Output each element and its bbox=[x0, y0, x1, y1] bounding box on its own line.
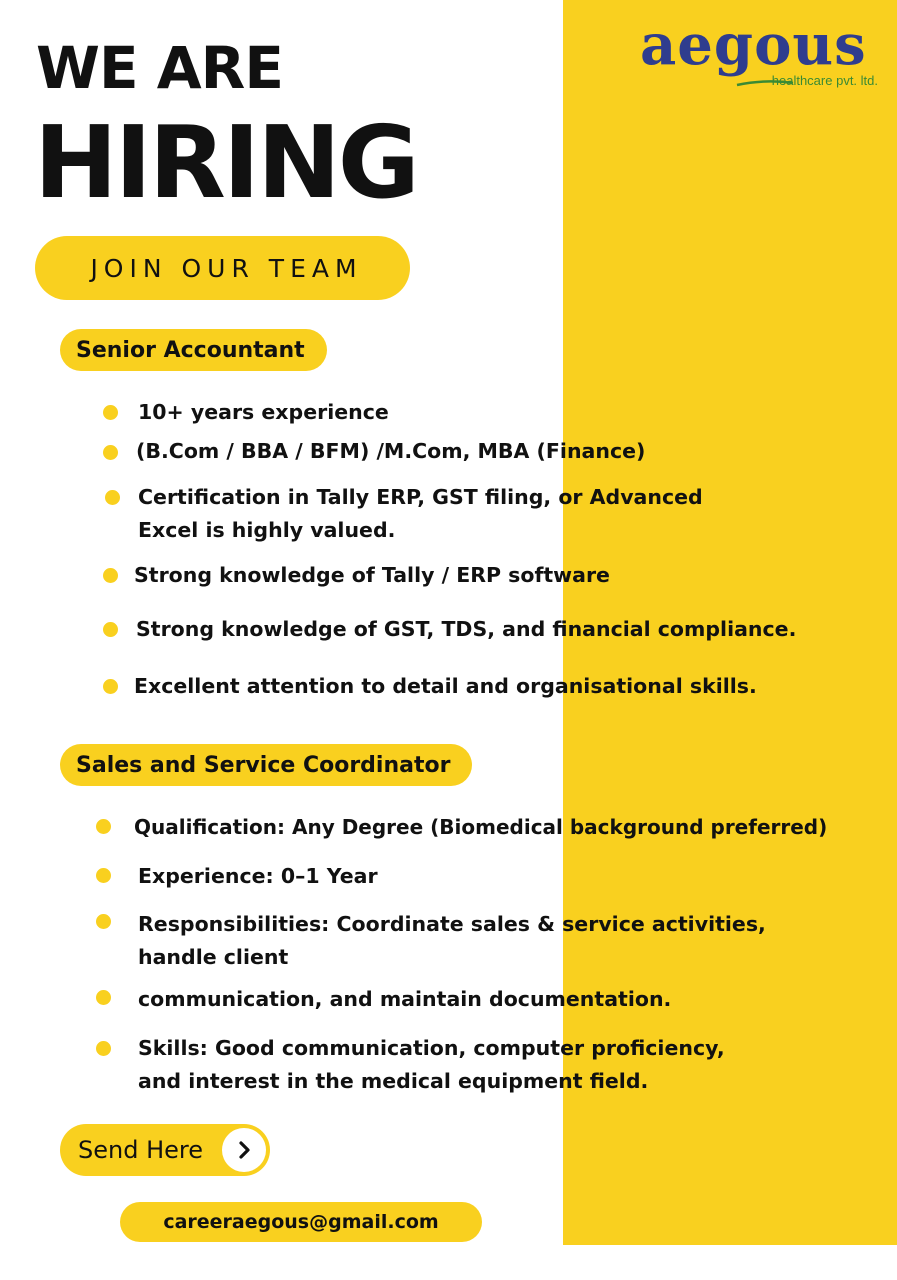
list-item: Certification in Tally ERP, GST filing, or Advanced Excel is highly valued. bbox=[138, 485, 703, 542]
email-contact-link[interactable] bbox=[120, 1202, 482, 1242]
logo-wordmark: aegous bbox=[640, 12, 867, 78]
list-item: Experience: 0–1 Year bbox=[138, 864, 378, 888]
list-item: Strong knowledge of Tally / ERP software bbox=[134, 563, 610, 587]
bullet-dot-icon bbox=[103, 445, 118, 460]
bullet-dot-icon bbox=[96, 1041, 111, 1056]
list-item: Strong knowledge of GST, TDS, and financial compliance. bbox=[136, 617, 797, 641]
section-title-senior-accountant: Senior Accountant bbox=[60, 329, 327, 371]
join-our-team-badge bbox=[35, 236, 410, 300]
bullet-dot-icon bbox=[103, 679, 118, 694]
section-title-sales-service-coordinator: Sales and Service Coordinator bbox=[60, 744, 472, 786]
list-item: 10+ years experience bbox=[138, 400, 389, 424]
list-item: Responsibilities: Coordinate sales & service activities, handle client bbox=[138, 912, 766, 969]
list-item: (B.Com / BBA / BFM) /M.Com, MBA (Finance) bbox=[136, 439, 646, 463]
send-here-button[interactable] bbox=[60, 1124, 270, 1176]
bullet-dot-icon bbox=[96, 868, 111, 883]
email-address: careeraegous@gmail.com bbox=[163, 1211, 439, 1233]
headline-hiring: HIRING bbox=[34, 104, 417, 221]
bullet-dot-icon bbox=[105, 490, 120, 505]
join-our-team-label: JOIN OUR TEAM bbox=[90, 253, 363, 283]
logo-subtitle: healthcare pvt. ltd. bbox=[771, 73, 878, 88]
list-item: Qualification: Any Degree (Biomedical background preferred) bbox=[134, 815, 828, 839]
bullet-dot-icon bbox=[103, 622, 118, 637]
list-item: communication, and maintain documentation. bbox=[138, 987, 672, 1011]
list-item: Excellent attention to detail and organisational skills. bbox=[134, 674, 757, 698]
bullet-dot-icon bbox=[103, 568, 118, 583]
list-item: Skills: Good communication, computer proficiency, and interest in the medical equipment field. bbox=[138, 1036, 725, 1093]
company-logo bbox=[640, 12, 880, 95]
send-here-label: Send Here bbox=[78, 1136, 203, 1164]
headline-we-are: WE ARE bbox=[36, 34, 283, 102]
bullet-dot-icon bbox=[96, 990, 111, 1005]
chevron-right-icon[interactable] bbox=[222, 1128, 266, 1172]
bullet-dot-icon bbox=[103, 405, 118, 420]
bullet-dot-icon bbox=[96, 819, 111, 834]
bullet-dot-icon bbox=[96, 914, 111, 929]
